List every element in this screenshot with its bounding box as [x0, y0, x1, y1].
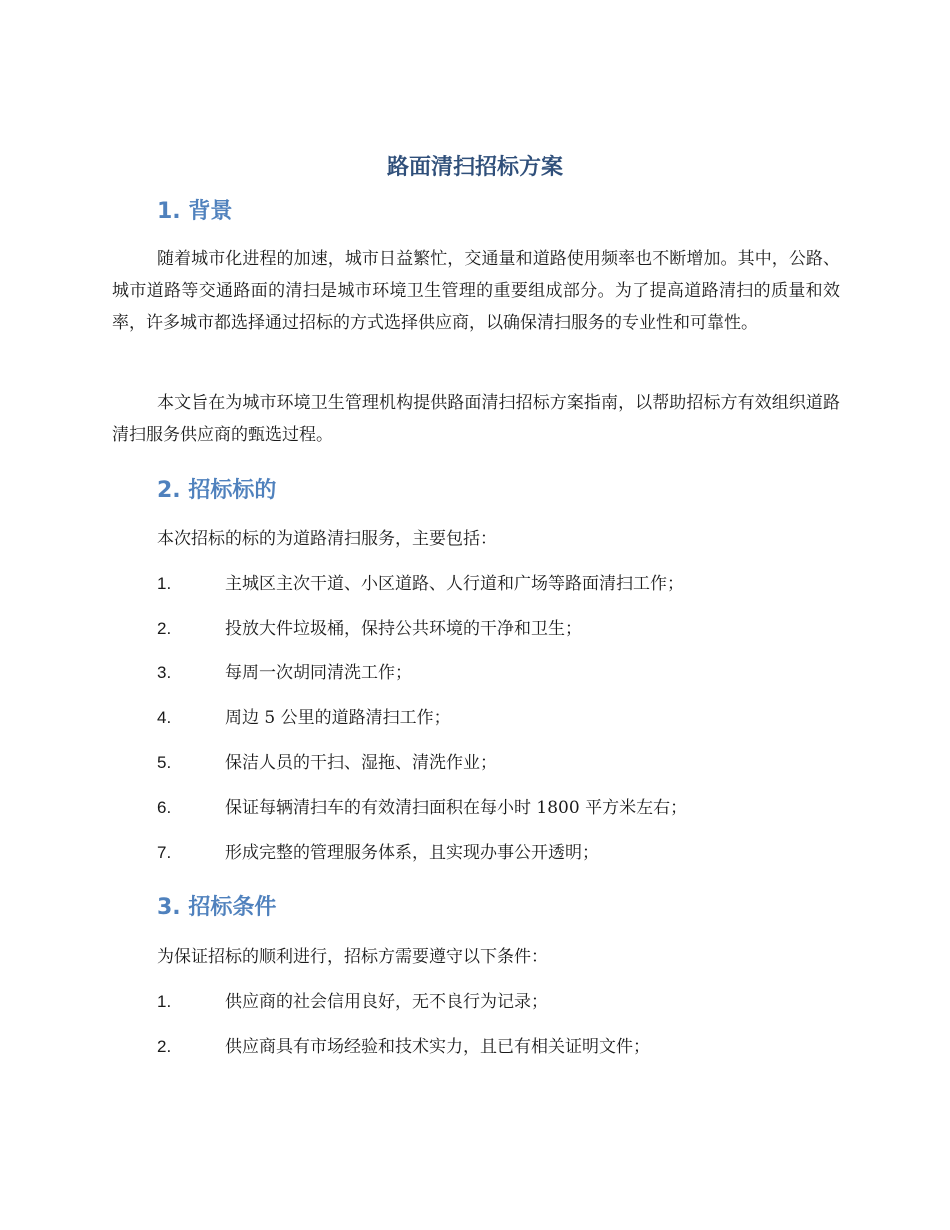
list-item-number: 3. — [157, 663, 172, 682]
list-item-text: 供应商的社会信用良好，无不良行为记录； — [225, 992, 548, 1012]
list-item-number: 5. — [157, 753, 172, 772]
tender-conditions-intro: 为保证招标的顺利进行，招标方需要遵守以下条件： — [157, 947, 548, 967]
document-title: 路面清扫招标方案 — [386, 155, 563, 180]
list-item-text: 形成完整的管理服务体系，且实现办事公开透明； — [225, 843, 599, 863]
list-item-number: 6. — [157, 798, 172, 817]
section-heading-tender-conditions: 3. 招标条件 — [157, 895, 277, 920]
list-item-text: 供应商具有市场经验和技术实力，且已有相关证明文件； — [225, 1037, 650, 1057]
list-item-text: 保证每辆清扫车的有效清扫面积在每小时 1800 平方米左右； — [225, 798, 688, 818]
section-heading-background: 1. 背景 — [157, 199, 233, 224]
list-item-text: 主城区主次干道、小区道路、人行道和广场等路面清扫工作； — [225, 574, 684, 594]
background-paragraph-1: 随着城市化进程的加速，城市日益繁忙，交通量和道路使用频率也不断增加。其中，公路、城市道路等交通路面的清扫是城市环境卫生管理的重要组成部分。为了提高道路清扫的质量和效率，许多城市都选择通过招标的方式选择供应商，以确保清扫服务的专业性和可靠性。 — [112, 249, 840, 333]
list-item-text: 投放大件垃圾桶，保持公共环境的干净和卫生； — [225, 619, 582, 639]
list-item-number: 1. — [157, 574, 172, 593]
list-item-number: 1. — [157, 992, 172, 1011]
background-paragraph-2: 本文旨在为城市环境卫生管理机构提供路面清扫招标方案指南，以帮助招标方有效组织道路清扫服务供应商的甄选过程。 — [112, 393, 840, 445]
list-item-number: 7. — [157, 843, 172, 862]
list-item-text: 周边 5 公里的道路清扫工作； — [225, 708, 451, 728]
list-item-text: 保洁人员的干扫、湿拖、清洗作业； — [225, 753, 497, 773]
section-heading-tender-subject: 2. 招标标的 — [157, 478, 277, 503]
list-item-number: 4. — [157, 708, 172, 727]
list-item-number: 2. — [157, 1037, 172, 1056]
tender-subject-intro: 本次招标的标的为道路清扫服务，主要包括： — [157, 529, 497, 549]
list-item-number: 2. — [157, 619, 172, 638]
list-item-text: 每周一次胡同清洗工作； — [225, 663, 412, 683]
